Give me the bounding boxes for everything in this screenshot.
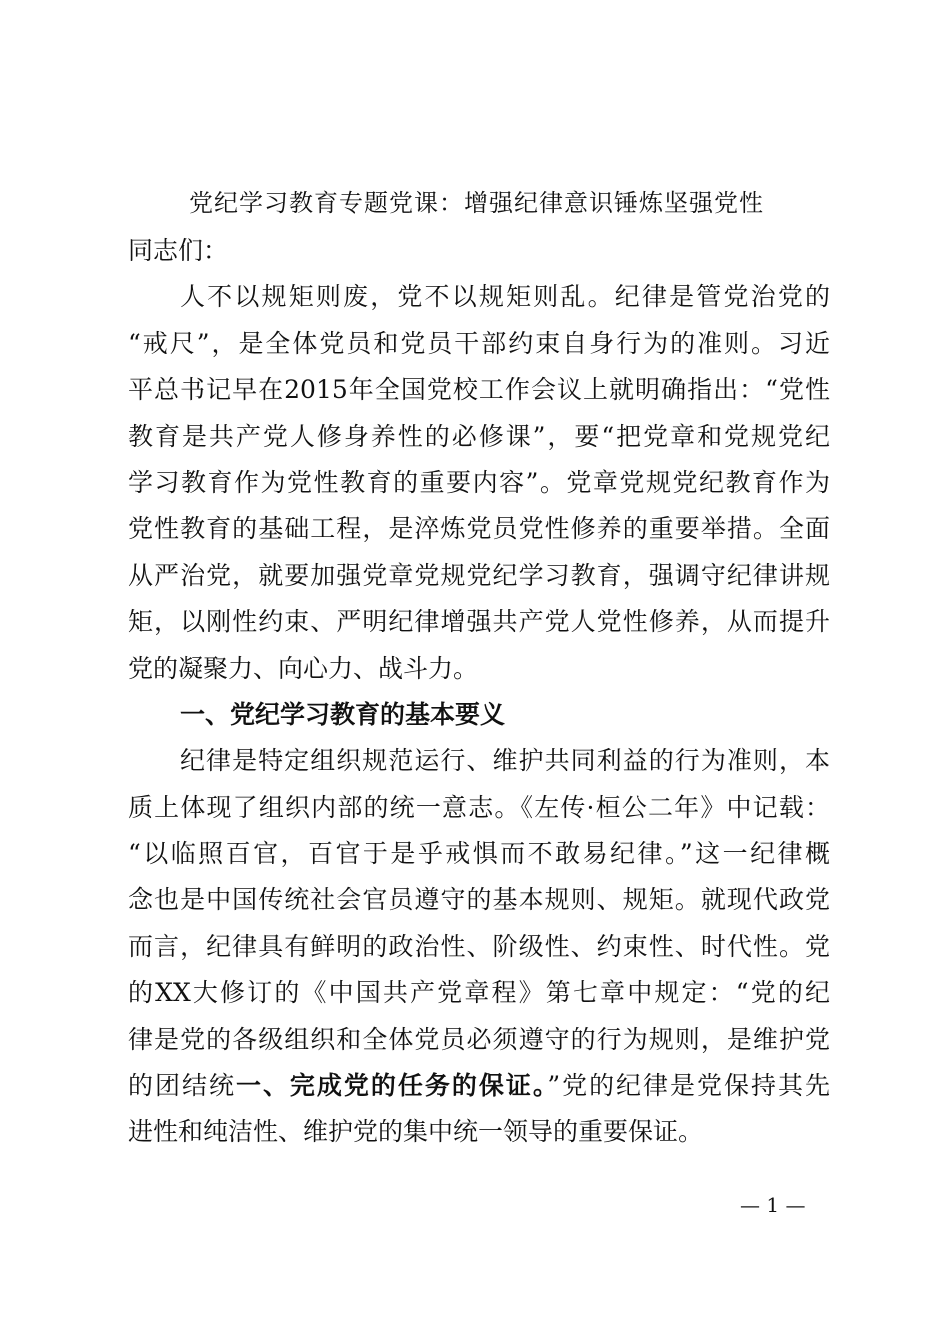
text-fragment: ”党的纪律是党保持其先 — [547, 1071, 830, 1101]
text-line: 教育是共产党人修身养性的必修课”，要“把党章和党规党纪 — [128, 421, 830, 451]
text-line: 人不以规矩则废，党不以规矩则乱。纪律是管党治党的 — [180, 282, 830, 312]
paragraph-section-1 — [128, 738, 830, 1156]
text-line: 学习教育作为党性教育的重要内容”。党章党规党纪教育作为 — [128, 467, 830, 497]
text-line: “以临照百官，百官于是乎戒惧而不敢易纪律。”这一纪律概 — [128, 839, 830, 869]
text-line: 从严治党，就要加强党章党规党纪学习教育，强调守纪律讲规 — [128, 560, 830, 590]
text-line: 党的凝聚力、向心力、战斗力。 — [128, 653, 479, 683]
text-line: 平总书记早在2015年全国党校工作会议上就明确指出：“党性 — [128, 375, 830, 405]
page-number: — 1 — — [740, 1193, 806, 1217]
text-line: 党性教育的基础工程，是淬炼党员党性修养的重要举措。全面 — [128, 514, 830, 544]
document-body — [128, 228, 830, 1156]
text-line: 质上体现了组织内部的统一意志。《左传·桓公二年》中记载： — [128, 792, 830, 822]
text-line — [128, 1063, 830, 1109]
document-title: 党纪学习教育专题党课：增强纪律意识锤炼坚强党性 — [189, 189, 764, 217]
text-line: 律是党的各级组织和全体党员必须遵守的行为规则，是维护党 — [128, 1024, 830, 1054]
text-line: 进性和纯洁性、维护党的集中统一领导的重要保证。 — [128, 1117, 704, 1147]
text-line: 的XX大修订的《中国共产党章程》第七章中规定：“党的纪 — [128, 978, 830, 1008]
text-line: “戒尺”，是全体党员和党员干部约束自身行为的准则。习近 — [128, 328, 830, 358]
paragraph-intro — [128, 274, 830, 692]
text-line: 矩，以刚性约束、严明纪律增强共产党人党性修养，从而提升 — [128, 607, 830, 637]
text-line: 念也是中国传统社会官员遵守的基本规则、规矩。就现代政党 — [128, 885, 830, 915]
salutation: 同志们： — [128, 236, 229, 265]
text-line: 而言，纪律具有鲜明的政治性、阶级性、约束性、时代性。党 — [128, 931, 830, 961]
section-heading: 一、党纪学习教育的基本要义 — [180, 699, 506, 729]
bold-text-fragment: 一、完成党的任务的保证。 — [235, 1071, 548, 1101]
text-fragment: 的团结统 — [128, 1071, 236, 1101]
text-line: 纪律是特定组织规范运行、维护共同利益的行为准则，本 — [180, 746, 830, 776]
